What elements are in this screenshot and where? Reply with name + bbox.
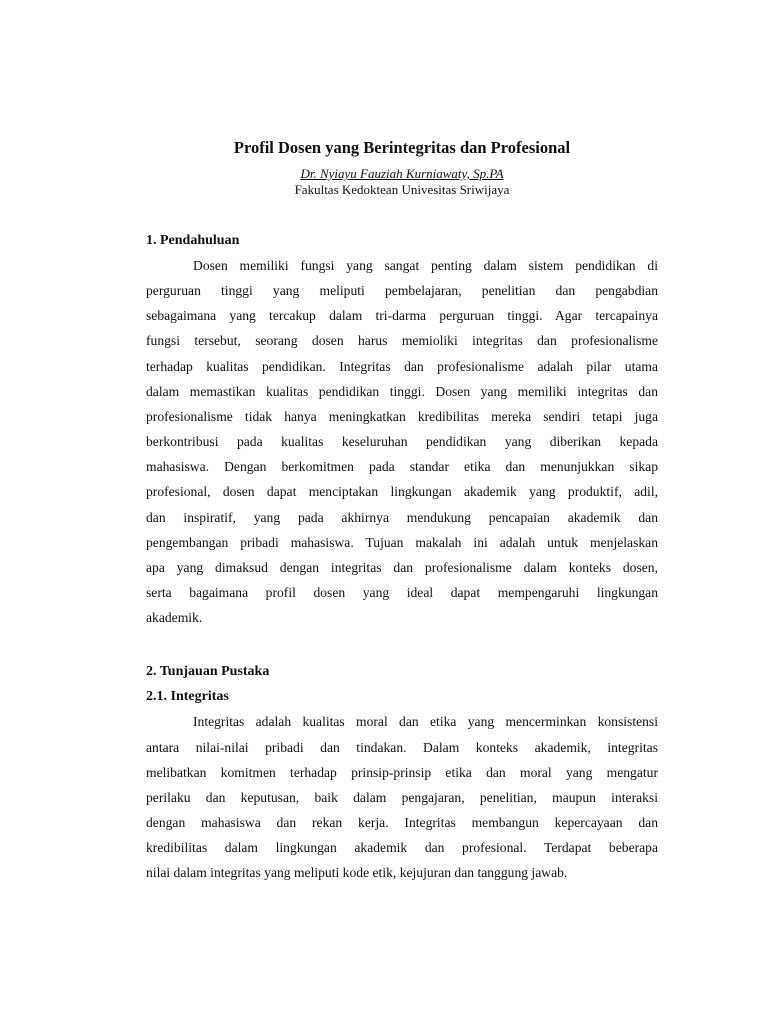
text-line: akademik.: [146, 610, 203, 626]
text-line: Integritas adalah kualitas moral dan etika yang mencerminkan konsistensi: [193, 714, 658, 730]
text-line: Dosen memiliki fungsi yang sangat penting dalam sistem pendidikan di: [193, 258, 658, 273]
text-line: profesional, dosen dapat menciptakan lingkungan akademik yang produktif, adil,: [146, 484, 658, 500]
text-line: mahasiswa. Dengan berkomitmen pada standar etika dan menunjukkan sikap: [146, 459, 658, 475]
text-line: serta bagaimana profil dosen yang ideal dapat mempengaruhi lingkungan: [146, 585, 658, 601]
text-line: kredibilitas dalam lingkungan akademik dan profesional. Terdapat beberapa: [146, 840, 658, 856]
text-line: sebagaimana yang tercakup dalam tri-darma perguruan tinggi. Agar tercapainya: [146, 308, 658, 324]
text-line: nilai dalam integritas yang meliputi kode etik, kejujuran dan tanggung jawab.: [146, 865, 568, 881]
author-name: Dr. Nyiayu Fauziah Kurniawaty, Sp.PA: [300, 166, 504, 181]
text-line: dan inspiratif, yang pada akhirnya mendukung pencapaian akademik dan: [146, 509, 658, 525]
subsection-heading-integritas: 2.1. Integritas: [146, 689, 229, 705]
text-line: pengembangan pribadi mahasiswa. Tujuan makalah ini adalah untuk menjelaskan: [146, 534, 658, 550]
section-heading-tinjauan-pustaka: 2. Tunjauan Pustaka: [146, 664, 270, 680]
text-line: apa yang dimaksud dengan integritas dan profesionalisme dalam konteks dosen,: [146, 559, 658, 575]
text-line: profesionalisme tidak hanya meningkatkan kredibilitas mereka sendiri tetapi juga: [146, 408, 658, 424]
document-title: Profil Dosen yang Berintegritas dan Profesional: [233, 138, 571, 157]
paragraph-integritas: [146, 709, 658, 885]
text-line: dalam memastikan kualitas pendidikan tinggi. Dosen yang memiliki integritas dan: [146, 383, 658, 399]
text-line: fungsi tersebut, seorang dosen harus memioliki integritas dan profesionalisme: [146, 333, 658, 349]
author-affiliation: Fakultas Kedoktean Univesitas Sriwijaya: [294, 182, 510, 197]
paragraph-pendahuluan: [146, 253, 658, 630]
text-line: berkontribusi pada kualitas keseluruhan pendidikan yang diberikan kepada: [146, 434, 658, 450]
text-line: dengan mahasiswa dan rekan kerja. Integritas membangun kepercayaan dan: [146, 814, 658, 830]
text-line: antara nilai-nilai pribadi dan tindakan. Dalam konteks akademik, integritas: [146, 739, 658, 755]
text-line: perilaku dan keputusan, baik dalam pengajaran, penelitian, maupun interaksi: [146, 789, 658, 805]
text-line: terhadap kualitas pendidikan. Integritas dan profesionalisme adalah pilar utama: [146, 358, 658, 374]
section-heading-pendahuluan: 1. Pendahuluan: [146, 233, 240, 248]
document-page: [146, 137, 658, 885]
text-line: perguruan tinggi yang meliputi pembelajaran, penelitian dan pengabdian: [146, 283, 658, 299]
text-line: melibatkan komitmen terhadap prinsip-prinsip etika dan moral yang mengatur: [146, 764, 658, 780]
